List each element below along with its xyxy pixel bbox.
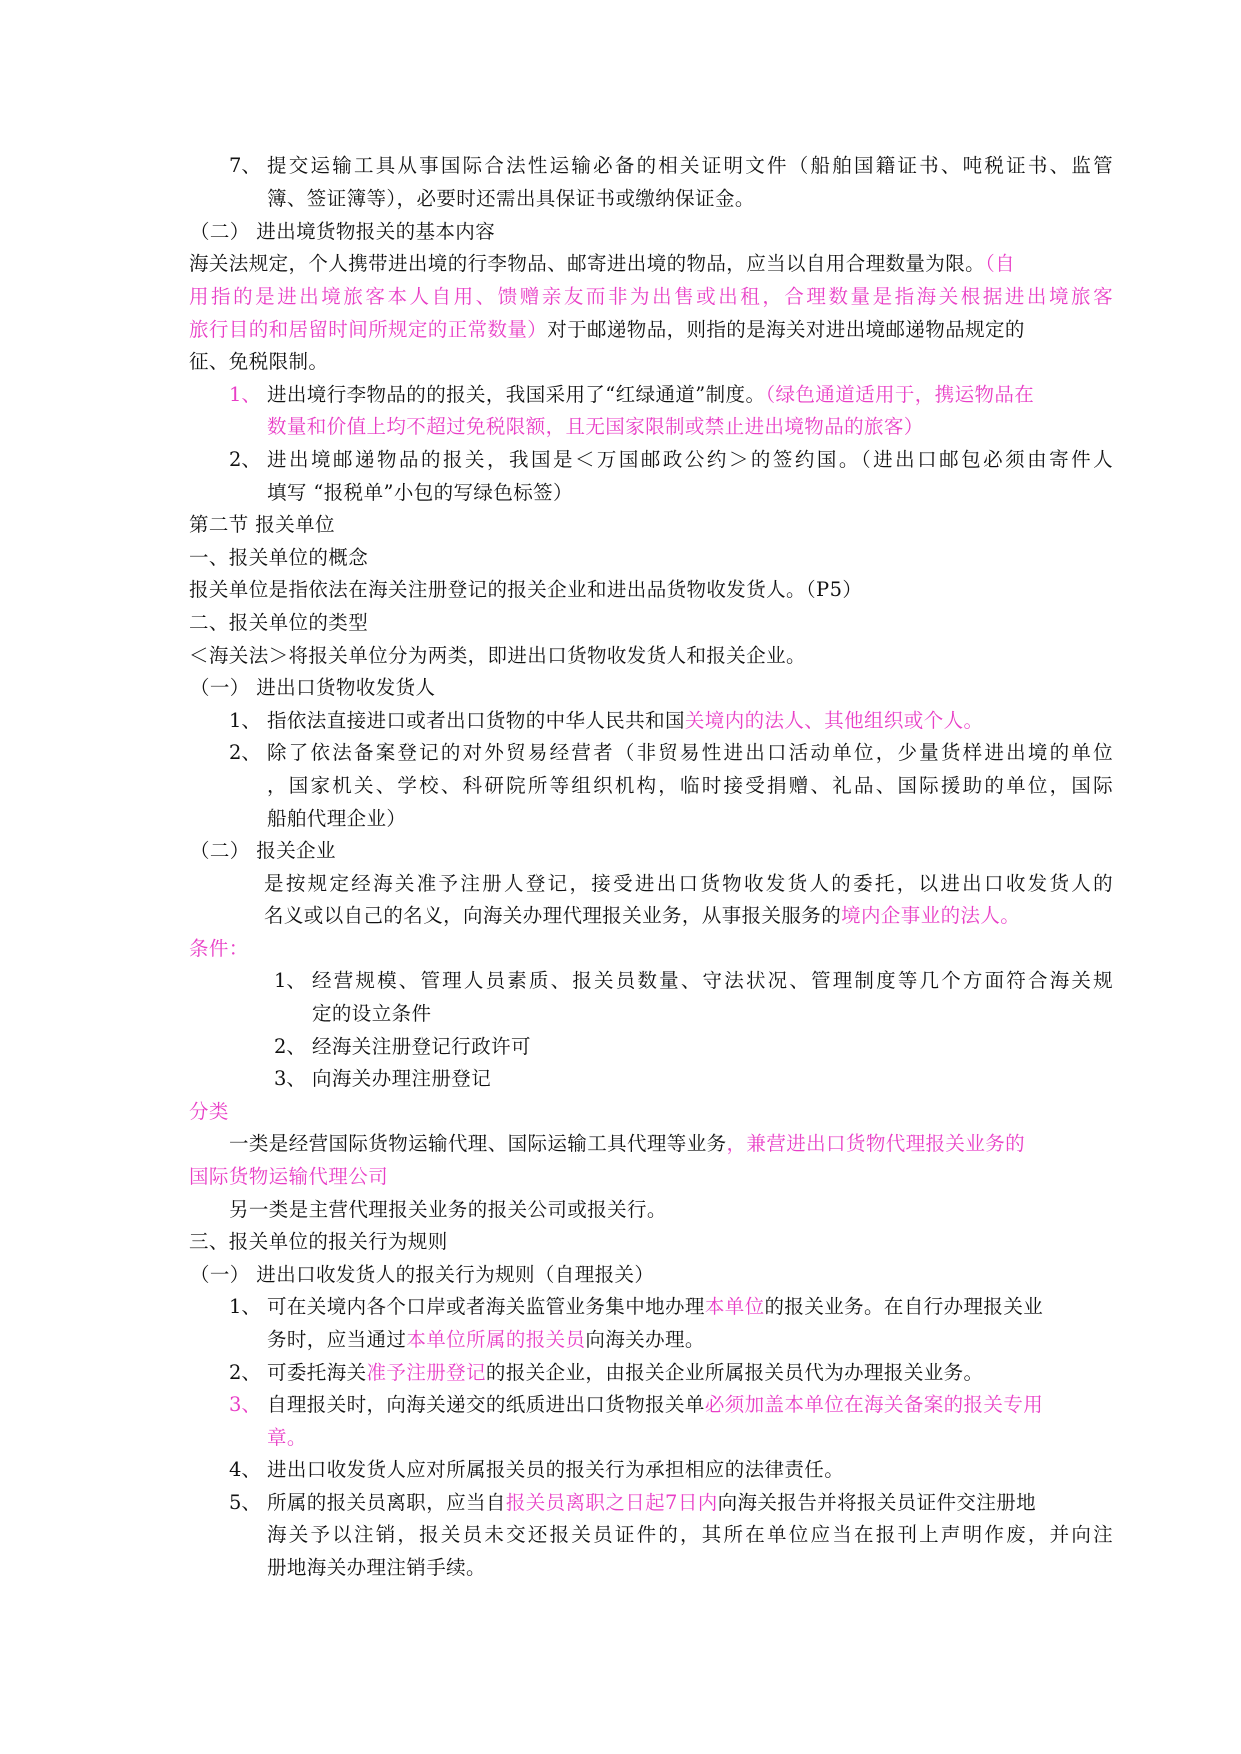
heading-types: 二、报关单位的类型 — [189, 611, 369, 634]
highlight-text: 准予注册登记 — [366, 1361, 486, 1384]
rule-4-number: 4、 — [229, 1458, 261, 1481]
broker-definition-line-2 — [264, 903, 1020, 929]
highlight-text: 关境内的法人、其他组织或个人。 — [684, 709, 984, 732]
condition-1-number: 1、 — [274, 969, 306, 992]
item-1-line-1 — [267, 382, 1034, 408]
classification-2-line: 另一类是主营代理报关业务的报关公司或报关行。 — [229, 1198, 667, 1221]
highlight-text: 旅行目的和居留时间所规定的正常数量） — [189, 318, 548, 341]
highlight-text: 本单位 — [704, 1295, 765, 1318]
types-intro: ＜海关法＞将报关单位分为两类，即进出口货物收发货人和报关企业。 — [189, 644, 806, 667]
rule-text: 向海关报告并将报关员证件交注册地 — [717, 1491, 1037, 1514]
rule-text: 可委托海关 — [267, 1361, 367, 1384]
paragraph-customs-law-line-1 — [189, 251, 1113, 277]
highlight-text: 报关员离职之日起7日内 — [505, 1491, 718, 1514]
consignor-item-1-number: 1、 — [229, 709, 261, 732]
highlight-text: （自 — [985, 252, 1016, 275]
paragraph-customs-law-line-4: 征、免税限制。 — [189, 350, 329, 373]
condition-1-line-2: 定的设立条件 — [312, 1002, 432, 1025]
rule-text: 的报关企业，由报关企业所属报关员代为办理报关业务。 — [485, 1361, 984, 1384]
consignor-item-2-number: 2、 — [229, 741, 261, 764]
rule-2-number: 2、 — [229, 1361, 261, 1384]
section-2-heading: （二） 进出境货物报关的基本内容 — [190, 220, 496, 243]
highlight-text: （绿色通道适用于，携运物品在 — [765, 383, 1035, 406]
paragraph-customs-law-line-2: 用指的是进出境旅客本人自用、馈赠亲友而非为出售或出租，合理数量是指海关根据进出境旅客 — [189, 285, 1113, 308]
condition-2-line: 经海关注册登记行政许可 — [312, 1035, 531, 1058]
classification-1-line-2: 国际货物运输代理公司 — [189, 1165, 389, 1188]
rule-text: 可在关境内各个口岸或者海关监管业务集中地办理 — [267, 1295, 705, 1318]
classification-1-line-1 — [229, 1131, 1113, 1157]
paragraph-text: 名义或以自己的名义，向海关办理代理报关业务，从事报关服务的 — [264, 904, 842, 927]
subheading-self-declaration: （一） 进出口收发货人的报关行为规则（自理报关） — [190, 1263, 655, 1286]
conditions-label: 条件： — [189, 937, 249, 960]
section-title: 第二节 报关单位 — [189, 513, 335, 536]
item-7-number: 7、 — [229, 154, 261, 177]
item-text: 进出境行李物品的的报关，我国采用了“红绿通道”制度。 — [267, 383, 766, 406]
consignor-item-1-line — [267, 708, 983, 734]
rule-5-number: 5、 — [229, 1491, 261, 1514]
rule-text: 所属的报关员离职，应当自 — [267, 1491, 506, 1514]
paragraph-customs-law-line-3 — [189, 317, 1025, 343]
item-2-line-1: 进出境邮递物品的报关，我国是＜万国邮政公约＞的签约国。（进出口邮包必须由寄件人 — [267, 448, 1113, 471]
rule-1-line-1 — [267, 1294, 1043, 1320]
highlight-text: 本单位所属的报关员 — [406, 1328, 586, 1351]
heading-rules: 三、报关单位的报关行为规则 — [189, 1230, 448, 1253]
classification-label: 分类 — [189, 1100, 229, 1123]
rule-2-line — [267, 1360, 983, 1386]
subheading-customs-broker: （二） 报关企业 — [190, 839, 336, 862]
rule-3-line-1 — [267, 1392, 1043, 1418]
highlight-text: 必须加盖本单位在海关备案的报关专用 — [704, 1393, 1044, 1416]
rule-text: 自理报关时，向海关递交的纸质进出口货物报关单 — [267, 1393, 705, 1416]
condition-3-number: 3、 — [274, 1067, 306, 1090]
broker-definition-line-1: 是按规定经海关准予注册人登记，接受进出口货物收发货人的委托，以进出口收发货人的 — [264, 872, 1113, 895]
rule-1-number: 1、 — [229, 1295, 261, 1318]
rule-5-line-2: 海关予以注销，报关员未交还报关员证件的，其所在单位应当在报刊上声明作废，并向注 — [267, 1523, 1113, 1546]
rule-3-line-2: 章。 — [267, 1426, 307, 1449]
condition-3-line: 向海关办理注册登记 — [312, 1067, 492, 1090]
consignor-item-2-line-3: 船舶代理企业） — [267, 807, 407, 830]
paragraph-text: 海关法规定，个人携带进出境的行李物品、邮寄进出境的物品，应当以自用合理数量为限。 — [189, 252, 986, 275]
item-7-line-2: 簿、签证簿等），必要时还需出具保证书或缴纳保证金。 — [267, 187, 755, 210]
consignor-item-2-line-1: 除了依法备案登记的对外贸易经营者（非贸易性进出口活动单位，少量货样进出境的单位 — [267, 741, 1113, 764]
heading-concept: 一、报关单位的概念 — [189, 546, 369, 569]
paragraph-text: 一类是经营国际货物运输代理、国际运输工具代理等业务 — [229, 1132, 727, 1155]
rule-text: 务时，应当通过 — [267, 1328, 407, 1351]
item-7-line-1: 提交运输工具从事国际合法性运输必备的相关证明文件（船舶国籍证书、吨税证书、监管 — [267, 154, 1113, 177]
rule-text: 的报关业务。在自行办理报关业 — [764, 1295, 1044, 1318]
definition-paragraph: 报关单位是指依法在海关注册登记的报关企业和进出品货物收发货人。（P5） — [189, 578, 863, 601]
item-2-number: 2、 — [229, 448, 261, 471]
highlight-text: ，兼营进出口货物代理报关业务的 — [726, 1132, 1026, 1155]
rule-5-line-1 — [267, 1490, 1036, 1516]
rule-text: 向海关办理。 — [585, 1328, 705, 1351]
rule-5-line-3: 册地海关办理注销手续。 — [267, 1556, 486, 1579]
condition-1-line-1: 经营规模、管理人员素质、报关员数量、守法状况、管理制度等几个方面符合海关规 — [312, 969, 1113, 992]
item-1-line-2: 数量和价值上均不超过免税限额，且无国家限制或禁止进出境物品的旅客） — [267, 415, 924, 438]
highlight-text: 境内企事业的法人。 — [841, 904, 1021, 927]
subheading-consignor: （一） 进出口货物收发货人 — [190, 676, 436, 699]
condition-2-number: 2、 — [274, 1035, 306, 1058]
rule-4-line: 进出口收发货人应对所属报关员的报关行为承担相应的法律责任。 — [267, 1458, 845, 1481]
rule-3-number: 3、 — [229, 1393, 261, 1416]
rule-1-line-2 — [267, 1327, 705, 1353]
consignor-item-2-line-2: ，国家机关、学校、科研院所等组织机构，临时接受捐赠、礼品、国际援助的单位，国际 — [267, 774, 1113, 797]
item-1-number: 1、 — [229, 383, 261, 406]
item-text: 指依法直接进口或者出口货物的中华人民共和国 — [267, 709, 685, 732]
paragraph-text: 对于邮递物品，则指的是海关对进出境邮递物品规定的 — [547, 318, 1025, 341]
item-2-line-2: 填写 “报税单”小包的写绿色标签） — [267, 481, 573, 504]
